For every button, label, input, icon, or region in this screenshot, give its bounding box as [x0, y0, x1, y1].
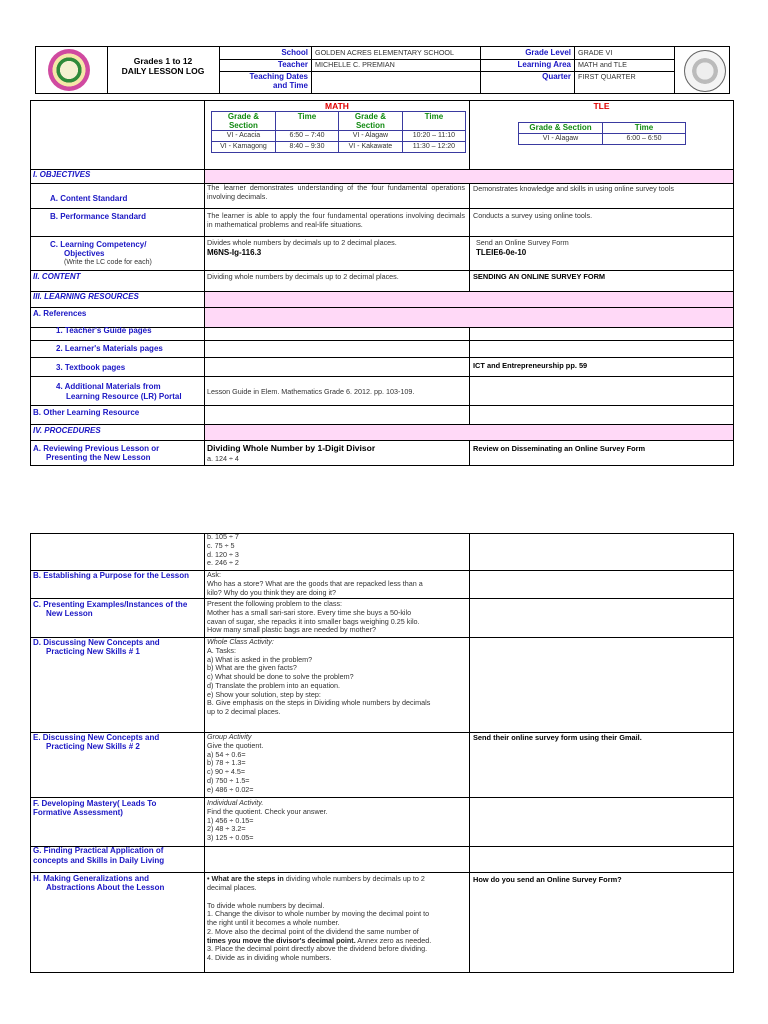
list-item: up to 2 decimal places.	[207, 707, 281, 717]
math-competency-code: M6NS-Ig-116.3	[207, 248, 262, 257]
procedures-label: IV. PROCEDURES	[33, 426, 101, 435]
math-cell: 6:50 – 7:40	[275, 131, 338, 142]
math-examples	[207, 600, 420, 635]
math-cell: 10:20 – 11:10	[402, 131, 465, 142]
list-item: kilo? Why do you think they are doing it?	[207, 587, 337, 597]
tle-cell: 6:00 – 6:50	[602, 134, 685, 145]
math-cell: 11:30 – 12:20	[402, 142, 465, 153]
resources-label: III. LEARNING RESOURCES	[33, 292, 139, 301]
grade-level-label: Grade Level	[525, 48, 571, 57]
teachers-guide-label: 1. Teacher's Guide pages	[56, 326, 152, 335]
list-item: the right until it becomes a whole number.	[207, 918, 340, 928]
school-value: GOLDEN ACRES ELEMENTARY SCHOOL	[315, 48, 454, 57]
list-item: e. 246 ÷ 2	[207, 558, 239, 568]
discuss2-label-1: E. Discussing New Concepts and	[33, 733, 160, 742]
math-review-items-cont	[207, 533, 239, 568]
additional-label-1: 4. Additional Materials from	[56, 382, 161, 391]
grade-level-value: GRADE VI	[578, 48, 613, 57]
list-item: 2. Move also the decimal point of the dividend the same number of	[207, 926, 419, 936]
additional-label-2: Learning Resource (LR) Portal	[66, 392, 182, 401]
list-item: b) What are the given facts?	[207, 663, 297, 673]
gen-question-bold: • What are the steps in	[207, 874, 284, 883]
examples-label-1: C. Presenting Examples/Instances of the	[33, 600, 188, 609]
title-line2: DAILY LESSON LOG	[121, 65, 205, 76]
competency-note: (Write the LC code for each)	[64, 259, 152, 266]
math-generalization	[207, 875, 431, 963]
list-item: Find the quotient. Check your answer.	[207, 806, 328, 816]
list-item: 1) 456 ÷ 0.15=	[207, 815, 254, 825]
list-item: 3) 125 ÷ 0.05=	[207, 833, 254, 843]
tle-discuss2: Send their online survey form using their Gmail.	[473, 733, 642, 742]
math-content: Dividing whole numbers by decimals up to 2 decimal places.	[207, 272, 399, 281]
table-row	[519, 134, 686, 145]
dates-label-2: and Time	[273, 81, 308, 91]
list-item: Present the following problem to the class:	[207, 599, 343, 608]
title-line1: Grades 1 to 12	[133, 56, 193, 66]
competency-label-2: Objectives	[64, 249, 105, 258]
math-col-grade-section-1: Grade & Section	[212, 112, 276, 131]
math-col-time-2: Time	[402, 112, 465, 131]
content-label: II. CONTENT	[33, 272, 81, 281]
generalization-label-1: H. Making Generalizations and	[33, 874, 150, 883]
tle-content: SENDING AN ONLINE SURVEY FORM	[473, 272, 606, 281]
tle-schedule-table	[518, 122, 686, 145]
review-label-2: Presenting the New Lesson	[46, 453, 151, 462]
list-item: c) What should be done to solve the problem?	[207, 672, 354, 682]
math-performance-standard: The learner is able to apply the four fundamental operations involving decimals in mathematical problems and real-life situations.	[207, 211, 465, 229]
list-item: b. 105 ÷ 7	[207, 532, 239, 541]
purpose-label: B. Establishing a Purpose for the Lesson	[33, 571, 190, 580]
list-item: decimal places.	[207, 882, 257, 892]
deped-seal-logo	[48, 49, 90, 91]
school-seal-logo	[684, 50, 726, 92]
examples-label-2: New Lesson	[46, 609, 93, 618]
math-discuss2	[207, 733, 263, 794]
list-item: a) 54 ÷ 0.6=	[207, 749, 246, 759]
list-item: c. 75 ÷ 5	[207, 540, 235, 550]
list-item: 4. Divide as in dividing whole numbers.	[207, 953, 332, 963]
tle-review: Review on Disseminating an Online Survey Form	[473, 444, 646, 453]
learners-materials-label: 2. Learner's Materials pages	[56, 344, 163, 353]
gen-bold-line-rest: Annex zero as needed.	[355, 935, 432, 945]
tle-textbook: ICT and Entrepreneurship pp. 59	[473, 361, 588, 370]
performance-standard-label: B. Performance Standard	[50, 212, 147, 221]
math-heading: MATH	[325, 101, 349, 111]
tle-col-time: Time	[602, 123, 685, 134]
application-label-2: concepts and Skills in Daily Living	[33, 856, 165, 865]
other-resource-label: B. Other Learning Resource	[33, 408, 140, 417]
mastery-label-1: F. Developing Mastery( Leads To	[33, 799, 157, 808]
learning-area-label: Learning Area	[517, 60, 571, 69]
math-review-title: Dividing Whole Number by 1-Digit Divisor	[207, 443, 376, 453]
discuss1-label-2: Practicing New Skills # 1	[46, 647, 140, 656]
list-item: cavan of sugar, she repacks it into smaller bags weighing 0.25 kilo.	[207, 616, 420, 626]
math-cell: VI - Kamagong	[212, 142, 276, 153]
tle-cell: VI - Alagaw	[519, 134, 603, 145]
math-competency: Divides whole numbers by decimals up to 2 decimal places.	[207, 238, 397, 247]
list-item: d) 750 ÷ 1.5=	[207, 775, 250, 785]
math-col-grade-section-2: Grade & Section	[339, 112, 403, 131]
list-item: c) 90 ÷ 4.5=	[207, 767, 246, 777]
math-mastery-title: Individual Activity.	[207, 798, 264, 807]
list-item: Ask:	[207, 570, 221, 579]
competency-label-1: C. Learning Competency/	[50, 240, 147, 249]
textbook-label: 3. Textbook pages	[56, 363, 126, 372]
list-item: 1. Change the divisor to whole number by moving the decimal point to	[207, 909, 430, 919]
math-discuss1-title: Whole Class Activity:	[207, 637, 274, 646]
math-cell: VI - Acacia	[212, 131, 276, 142]
list-item: To divide whole numbers by decimal.	[207, 900, 325, 910]
quarter-label: Quarter	[542, 72, 571, 81]
tle-heading: TLE	[593, 101, 610, 111]
list-item: e) Show your solution, step by step:	[207, 689, 321, 699]
list-item: How many small plastic bags are needed by mother?	[207, 625, 376, 635]
list-item: e) 486 ÷ 0.02=	[207, 784, 254, 794]
list-item: b) 78 ÷ 1.3=	[207, 758, 246, 768]
quarter-value: FIRST QUARTER	[578, 72, 636, 81]
tle-generalization: How do you send an Online Survey Form?	[473, 875, 622, 884]
math-review-item: a. 124 ÷ 4	[207, 454, 239, 463]
tle-col-grade-section: Grade & Section	[519, 123, 603, 134]
mastery-label-2: Formative Assessment)	[33, 808, 123, 817]
table-row	[212, 142, 466, 153]
dates-label-1: Teaching Dates	[249, 72, 308, 81]
list-item: 2) 48 ÷ 3.2=	[207, 824, 246, 834]
math-cell: VI - Kakawate	[339, 142, 403, 153]
math-purpose	[207, 571, 423, 597]
list-item: 3. Place the decimal point directly above the dividend before dividing.	[207, 944, 428, 954]
math-discuss1	[207, 638, 430, 717]
gen-question-rest: dividing whole numbers by decimals up to 2	[283, 874, 425, 883]
objectives-label: I. OBJECTIVES	[33, 170, 91, 179]
math-schedule-table	[211, 111, 466, 153]
list-item: Give the quotient.	[207, 740, 264, 750]
list-item: A. Tasks:	[207, 645, 237, 655]
list-item: Who has a store? What are the goods that are repacked less than a	[207, 578, 423, 588]
teacher-value: MICHELLE C. PREMIAN	[315, 60, 395, 69]
math-mastery	[207, 799, 328, 843]
tle-competency-code: TLEIE6-0e-10	[476, 248, 527, 257]
math-additional-materials: Lesson Guide in Elem. Mathematics Grade 6. 2012. pp. 103-109.	[207, 387, 415, 396]
math-cell: 8:40 – 9:30	[275, 142, 338, 153]
math-discuss2-title: Group Activity	[207, 732, 252, 741]
content-standard-label: A. Content Standard	[50, 194, 128, 203]
references-label: A. References	[33, 309, 87, 318]
tle-content-standard: Demonstrates knowledge and skills in using online survey tools	[473, 184, 674, 193]
tle-competency: Send an Online Survey Form	[476, 238, 569, 247]
discuss1-label-1: D. Discussing New Concepts and	[33, 638, 160, 647]
math-content-standard: The learner demonstrates understanding of the four fundamental operations involving decimals.	[207, 183, 465, 201]
discuss2-label-2: Practicing New Skills # 2	[46, 742, 140, 751]
table-row	[212, 131, 466, 142]
review-label-1: A. Reviewing Previous Lesson or	[33, 444, 160, 453]
teacher-label: Teacher	[277, 60, 308, 69]
application-label-1: G. Finding Practical Application of	[33, 846, 164, 855]
gen-bold-line: times you move the divisor's decimal point.	[207, 935, 356, 945]
generalization-label-2: Abstractions About the Lesson	[46, 883, 165, 892]
math-cell: VI - Alagaw	[339, 131, 403, 142]
math-col-time-1: Time	[275, 112, 338, 131]
list-item: B. Give emphasis on the steps in Dividing whole numbers by decimals	[207, 698, 431, 708]
list-item: Mother has a small sari-sari store. Every time she buys a 50-kilo	[207, 607, 412, 617]
list-item: d) Translate the problem into an equation.	[207, 680, 341, 690]
learning-area-value: MATH and TLE	[578, 60, 627, 69]
school-label: School	[281, 48, 308, 57]
tle-performance-standard: Conducts a survey using online tools.	[473, 211, 593, 220]
list-item: d. 120 ÷ 3	[207, 549, 239, 559]
list-item: a) What is asked in the problem?	[207, 654, 313, 664]
